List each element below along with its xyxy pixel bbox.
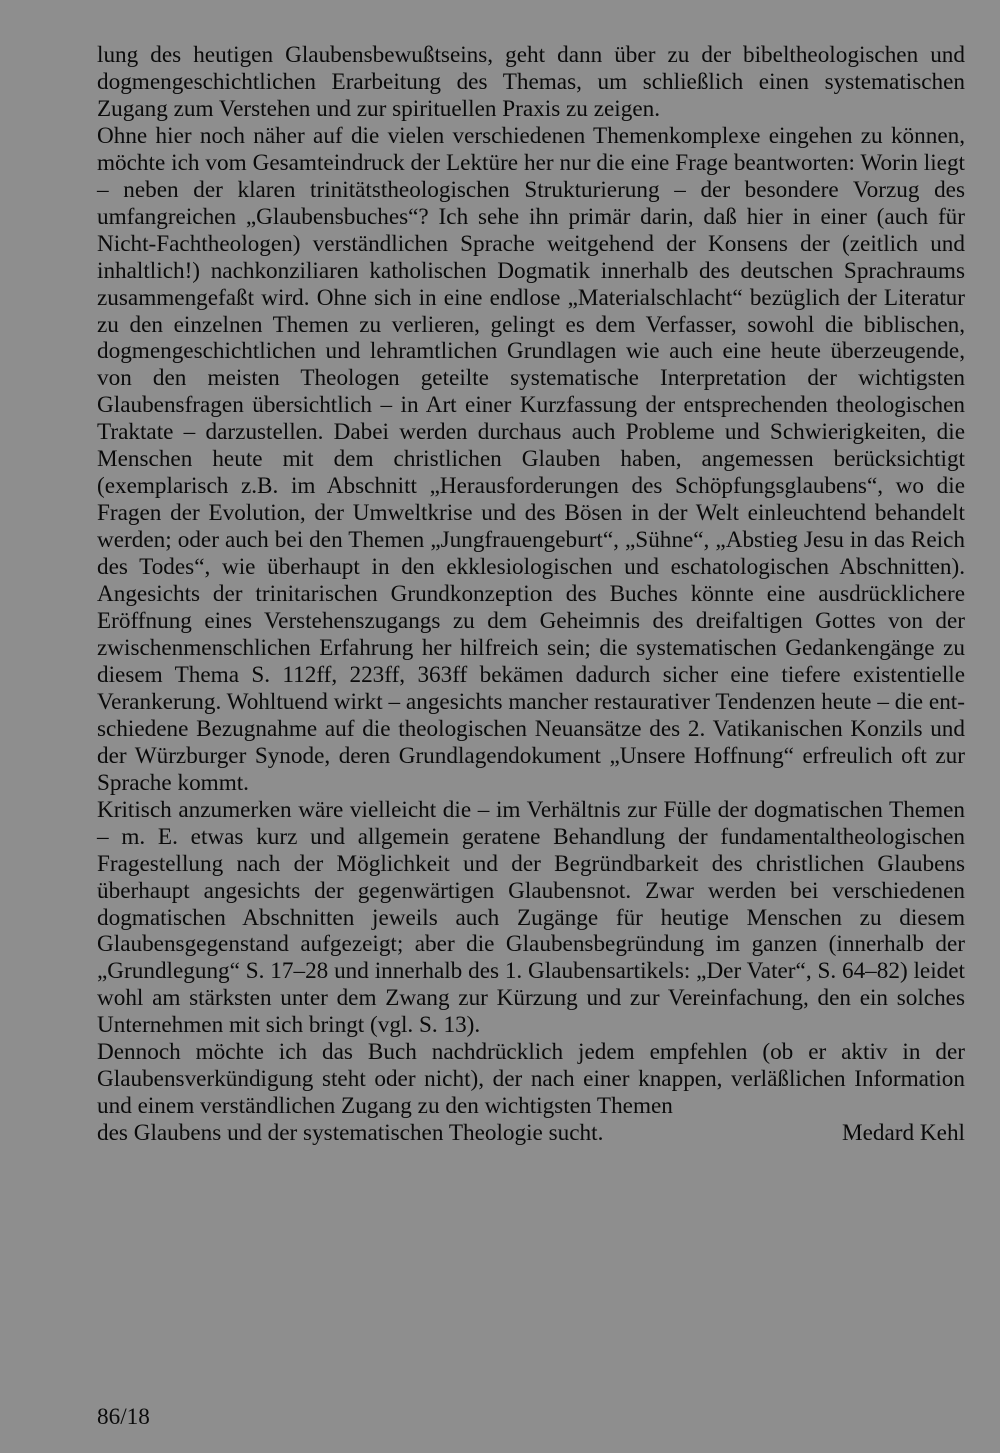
paragraph-intro-continuation: lung des heutigen Glaubensbewußtseins, geht dann über zu der bibeltheologischen und dogmengeschichtlichen Erarbeitung des Themas, um schließlich einen systematischen Zugang zum Verstehen und zur spirituellen Praxis zu zeigen. [97, 42, 965, 122]
review-text-block [97, 42, 965, 1147]
closing-line-text: des Glaubens und der systematischen Theologie sucht. [97, 1120, 604, 1147]
author-signature: Medard Kehl [842, 1120, 965, 1147]
page-number: 86/18 [97, 1404, 150, 1430]
paragraph-main-assessment: Ohne hier noch näher auf die vielen verschiedenen Themenkomplexe eingehen zu können, möchte ich vom Gesamteindruck der Lektüre her nur die eine Frage beantworten: Worin liegt – neben der klaren trinitätstheologischen Strukturierung – der besondere Vorzug des umfangreichen „Glaubensbuches“? Ich sehe ihn primär darin, daß hier in einer (auch für Nicht-Fachtheologen) verständlichen Sprache weitgehend der Konsens der (zeitlich und inhaltlich!) nachkonziliaren katholischen Dogmatik innerhalb des deutschen Sprachraums zusammengefaßt wird. Ohne sich in eine endlose „Materialschlacht“ bezüglich der Literatur zu den einzelnen Themen zu verlieren, gelingt es dem Verfasser, sowohl die biblischen, dogmengeschichtlichen und lehramtlichen Grundlagen wie auch eine heute überzeugende, von den meisten Theologen geteilte systematische Interpretation der wichtigsten Glaubensfragen übersichtlich – in Art einer Kurzfassung der entsprechenden theologischen Traktate – darzustellen. Dabei werden durchaus auch Probleme und Schwierigkeiten, die Menschen heute mit dem christlichen Glauben haben, angemessen berücksichtigt (exemplarisch z.B. im Abschnitt „Herausforderungen des Schöpfungsglaubens“, wo die Fragen der Evolution, der Umweltkrise und des Bösen in der Welt einleuchtend behandelt werden; oder auch bei den Themen „Jungfrauengeburt“, „Sühne“, „Abstieg Jesu in das Reich des Todes“, wie überhaupt in den ekklesiologischen und eschatologischen Abschnitten). Angesichts der trinitarischen Grundkonzeption des Buches könnte eine ausdrücklichere Eröffnung eines Verstehenszugangs zu dem Geheimnis des dreifaltigen Gottes von der zwischenmenschlichen Erfahrung her hilfreich sein; die systematischen Gedankengänge zu diesem Thema S. 112ff, 223ff, 363ff bekämen dadurch sicher eine tiefere existentielle Verankerung. Wohltuend wirkt – angesichts mancher restaurativer Tendenzen heute – die entschiedene Bezugnahme auf die theologischen Neuansätze des 2. Vatikanischen Konzils und der Würzburger Synode, deren Grundlagendokument „Unsere Hoffnung“ erfreulich oft zur Sprache kommt. [97, 122, 965, 796]
paragraph-recommendation: Dennoch möchte ich das Buch nachdrücklich jedem empfehlen (ob er aktiv in der Glaubensverkündigung steht oder nicht), der nach einer knappen, verläßlichen Information und einem verständlichen Zugang zu den wichtigsten Themen [97, 1039, 965, 1120]
paragraph-critique: Kritisch anzumerken wäre vielleicht die – im Verhältnis zur Fülle der dogmatischen Themen – m. E. etwas kurz und allgemein geratene Behandlung der fundamentaltheologischen Fragestellung nach der Möglichkeit und der Begründbarkeit des christlichen Glaubens überhaupt angesichts der gegenwärtigen Glaubensnot. Zwar werden bei verschiedenen dogmatischen Abschnitten jeweils auch Zugänge für heutige Menschen zu diesem Glaubensgegenstand aufgezeigt; aber die Glaubensbegründung im ganzen (innerhalb der „Grundlegung“ S. 17–28 und innerhalb des 1. Glaubensartikels: „Der Vater“, S. 64–82) leidet wohl am stärksten unter dem Zwang zur Kürzung und zur Vereinfachung, den ein solches Unternehmen mit sich bringt (vgl. S. 13). [97, 796, 965, 1039]
closing-line-with-signature [97, 1120, 965, 1147]
